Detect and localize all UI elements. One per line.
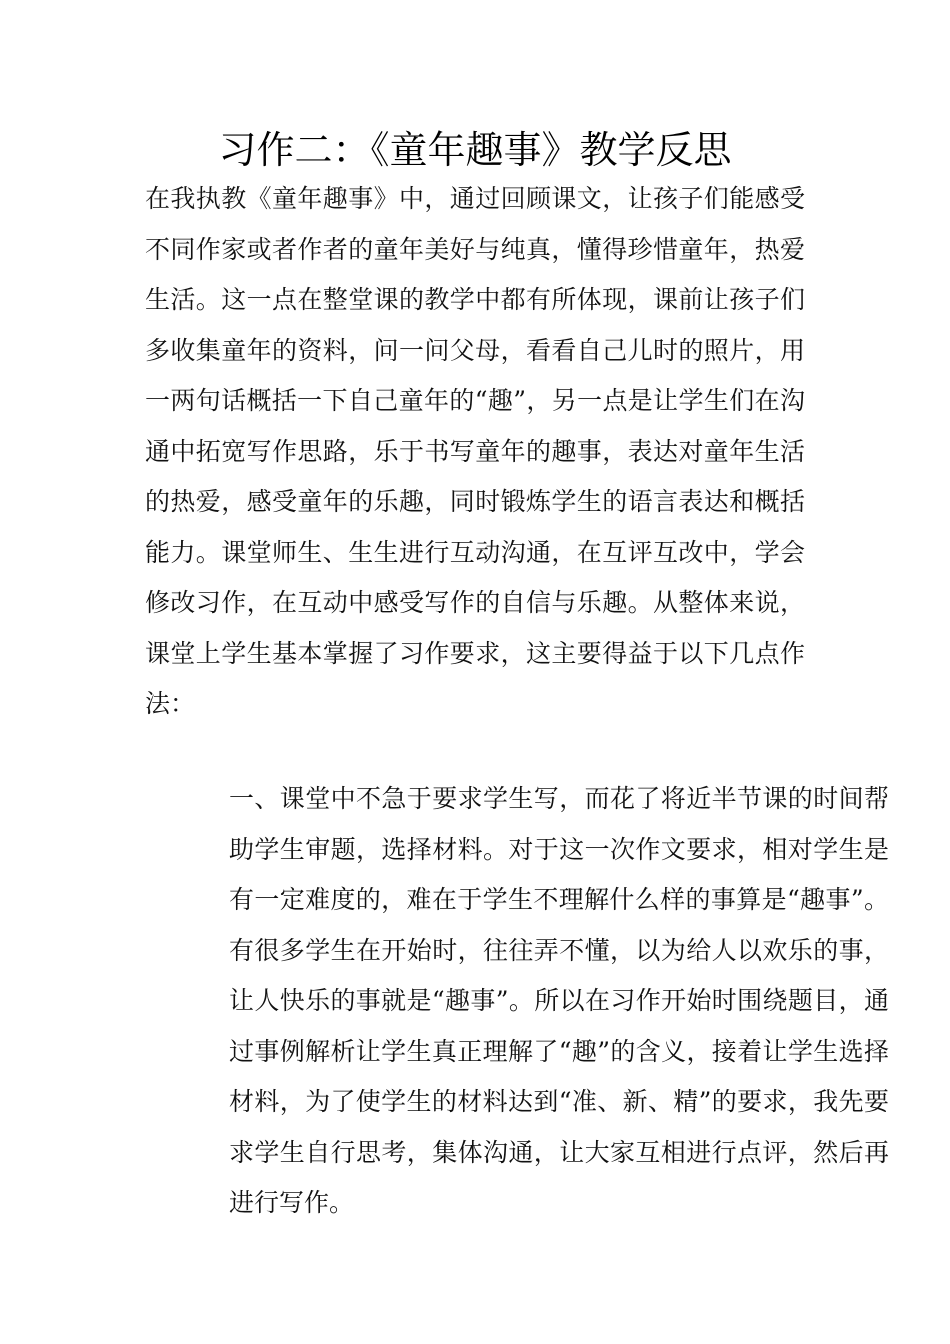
paragraph-point-one: 一、课堂中不急于要求学生写，而花了将近半节课的时间帮助学生审题，选择材料。对于这一次作文要求，相对学生是有一定难度的，难在于学生不理解什么样的事算是“趣事”。有很多学生在开始时，往往弄不懂，以为给人以欢乐的事，让人快乐的事就是“趣事”。所以在习作开始时围绕题目，通过事例解析让学生真正理解了“趣”的含义，接着让学生选择材料，为了使学生的材料达到“准、新、精”的要求，我先要求学生自行思考，集体沟通，让大家互相进行点评，然后再进行写作。 xyxy=(229,784,889,1217)
document-title: 习作二：《童年趣事》教学反思 xyxy=(218,128,732,172)
paragraph-intro: 在我执教《童年趣事》中，通过回顾课文，让孩子们能感受不同作家或者作者的童年美好与纯真，懂得珍惜童年，热爱生活。这一点在整堂课的教学中都有所体现，课前让孩子们多收集童年的资料，问一问父母，看看自己儿时的照片，用一两句话概括一下自己童年的“趣”，另一点是让学生们在沟通中拓宽写作思路，乐于书写童年的趣事，表达对童年生活的热爱，感受童年的乐趣，同时锻炼学生的语言表达和概括能力。课堂师生、生生进行互动沟通，在互评互改中，学会修改习作，在互动中感受写作的自信与乐趣。从整体来说，课堂上学生基本掌握了习作要求，这主要得益于以下几点作法： xyxy=(145,184,805,718)
